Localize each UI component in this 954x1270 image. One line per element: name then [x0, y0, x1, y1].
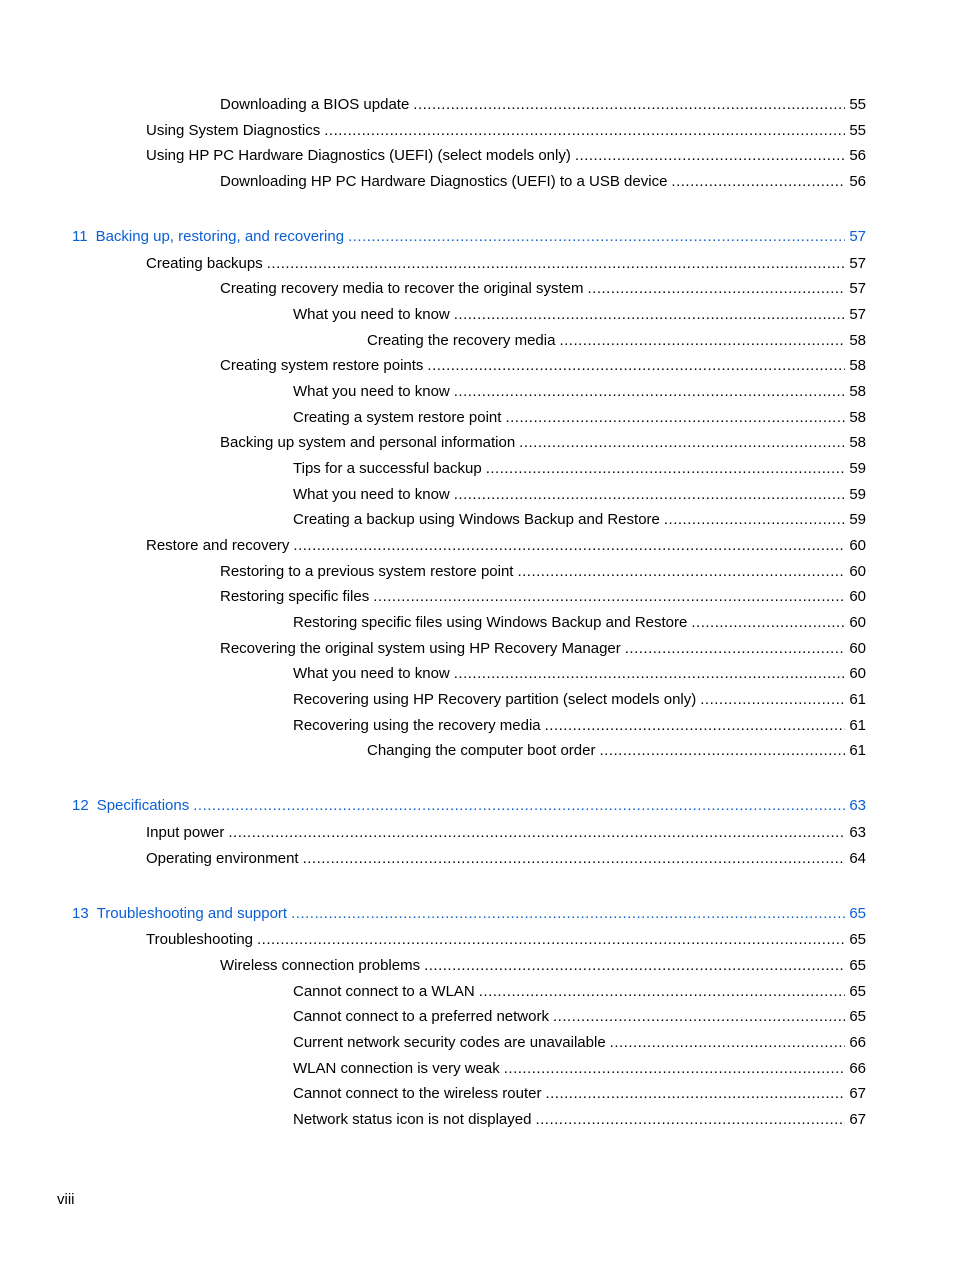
toc-chapter-entry[interactable]	[72, 797, 866, 815]
toc-entry-title	[293, 460, 486, 478]
dot-leader	[454, 665, 846, 683]
dot-leader	[625, 640, 846, 658]
toc-entry-title	[220, 280, 588, 298]
toc-entry-title	[293, 1034, 610, 1052]
toc-entry-title	[293, 1111, 535, 1129]
toc-entry[interactable]	[146, 824, 866, 842]
toc-entry-title	[146, 824, 228, 842]
toc-page-number: 67	[849, 1085, 866, 1102]
toc-entry-text: What you need to know	[293, 665, 450, 682]
toc-entry-text: Current network security codes are unavailable	[293, 1034, 606, 1051]
dot-leader	[610, 1034, 846, 1052]
dot-leader	[413, 96, 845, 114]
dot-leader	[545, 1085, 845, 1103]
toc-entry-text: Tips for a successful backup	[293, 460, 482, 477]
toc-entry-title	[220, 957, 424, 975]
toc-entry-title	[220, 588, 373, 606]
toc-entry[interactable]	[293, 1060, 866, 1078]
dot-leader	[486, 460, 846, 478]
dot-leader	[559, 332, 845, 350]
toc-page-number: 60	[849, 588, 866, 605]
toc-entry[interactable]	[220, 434, 866, 452]
toc-page-number: 61	[849, 742, 866, 759]
toc-entry[interactable]	[293, 1111, 866, 1129]
toc-page-number: 55	[849, 122, 866, 139]
toc-entry-text: Network status icon is not displayed	[293, 1111, 532, 1128]
toc-entry[interactable]	[146, 122, 866, 140]
dot-leader	[257, 931, 845, 949]
toc-page-number: 60	[849, 563, 866, 580]
toc-entry[interactable]	[146, 255, 866, 273]
toc-entry[interactable]	[220, 957, 866, 975]
toc-page-number: 65	[849, 931, 866, 948]
toc-entry[interactable]	[220, 96, 866, 114]
toc-entry-text: Cannot connect to the wireless router	[293, 1085, 542, 1102]
toc-entry-title	[293, 1008, 553, 1026]
toc-entry-text: Changing the computer boot order	[367, 742, 596, 759]
toc-entry-title	[72, 228, 348, 246]
toc-page-number: 57	[849, 306, 866, 323]
dot-leader	[599, 742, 845, 760]
dot-leader	[291, 905, 845, 923]
toc-entry[interactable]	[293, 409, 866, 427]
dot-leader	[424, 957, 845, 975]
toc-entry[interactable]	[293, 460, 866, 478]
dot-leader	[479, 983, 846, 1001]
toc-entry-title	[293, 614, 691, 632]
chapter-number: 13	[72, 905, 89, 922]
dot-leader	[303, 850, 846, 868]
dot-leader	[293, 537, 845, 555]
toc-page-number: 65	[849, 983, 866, 1000]
toc-entry[interactable]	[293, 1085, 866, 1103]
dot-leader	[517, 563, 845, 581]
toc-page-number: 56	[849, 173, 866, 190]
toc-entry-title	[293, 983, 479, 1001]
toc-entry[interactable]	[146, 147, 866, 165]
dot-leader	[700, 691, 845, 709]
toc-entry-text: Recovering using HP Recovery partition (select models only)	[293, 691, 697, 708]
toc-chapter-entry[interactable]	[72, 228, 866, 246]
toc-entry-title	[220, 96, 413, 114]
dot-leader	[267, 255, 846, 273]
toc-entry-title	[293, 383, 454, 401]
toc-entry-text: What you need to know	[293, 383, 450, 400]
toc-entry[interactable]	[293, 665, 866, 683]
toc-entry-title	[367, 742, 599, 760]
toc-page-number: 60	[849, 537, 866, 554]
toc-entry-title	[293, 306, 454, 324]
toc-entry[interactable]	[293, 383, 866, 401]
toc-entry[interactable]	[220, 280, 866, 298]
dot-leader	[454, 486, 846, 504]
toc-entry-text: Recovering using the recovery media	[293, 717, 541, 734]
toc-entry-title	[220, 357, 427, 375]
toc-entry-title	[293, 1060, 504, 1078]
toc-entry-text: Backing up, restoring, and recovering	[95, 228, 345, 245]
chapter-number: 12	[72, 797, 89, 814]
toc-page-number: 59	[849, 460, 866, 477]
toc-entry-title	[220, 563, 517, 581]
toc-entry-title	[220, 640, 625, 658]
toc-entry-text: Cannot connect to a preferred network	[293, 1008, 549, 1025]
toc-entry-title	[220, 173, 671, 191]
toc-entry-title	[146, 255, 267, 273]
toc-entry[interactable]	[367, 332, 866, 350]
dot-leader	[671, 173, 845, 191]
toc-entry-text: Creating backups	[146, 255, 263, 272]
toc-page-number: 61	[849, 691, 866, 708]
toc-page-number: 55	[849, 96, 866, 113]
toc-entry-title	[146, 931, 257, 949]
toc-entry-title	[146, 850, 303, 868]
toc-page-number: 58	[849, 332, 866, 349]
dot-leader	[324, 122, 845, 140]
dot-leader	[545, 717, 846, 735]
toc-entry-title	[146, 122, 324, 140]
toc-entry[interactable]	[293, 614, 866, 632]
dot-leader	[228, 824, 845, 842]
toc-entry[interactable]	[146, 537, 866, 555]
dot-leader	[373, 588, 845, 606]
toc-page-number: 63	[849, 824, 866, 841]
toc-entry[interactable]	[220, 640, 866, 658]
dot-leader	[193, 797, 845, 815]
toc-entry-text: Using System Diagnostics	[146, 122, 321, 139]
toc-page-number: 58	[849, 357, 866, 374]
toc-entry-text: Downloading a BIOS update	[220, 96, 410, 113]
toc-page-number: 66	[849, 1034, 866, 1051]
toc-entry-title	[293, 691, 700, 709]
toc-page-number: 57	[849, 228, 866, 245]
toc-entry-text: Creating a backup using Windows Backup and Restore	[293, 511, 660, 528]
toc-entry-text: Cannot connect to a WLAN	[293, 983, 475, 1000]
toc-entry-text: Specifications	[96, 797, 190, 814]
toc-entry-text: Creating a system restore point	[293, 409, 502, 426]
toc-page-number: 61	[849, 717, 866, 734]
toc-entry-title	[293, 665, 454, 683]
dot-leader	[691, 614, 845, 632]
toc-page-number: 58	[849, 383, 866, 400]
toc-entry[interactable]	[220, 563, 866, 581]
dot-leader	[454, 383, 846, 401]
toc-entry-title	[72, 905, 291, 923]
toc-entry[interactable]	[293, 1008, 866, 1026]
toc-entry-text: Creating system restore points	[220, 357, 424, 374]
toc-entry-text: Troubleshooting and support	[96, 905, 288, 922]
toc-page-number: 57	[849, 280, 866, 297]
toc-page-number: 59	[849, 486, 866, 503]
toc-entry[interactable]	[293, 717, 866, 735]
toc-entry-text: Using HP PC Hardware Diagnostics (UEFI) (select models only)	[146, 147, 571, 164]
toc-entry-title	[72, 797, 193, 815]
dot-leader	[535, 1111, 845, 1129]
toc-chapter-entry[interactable]	[72, 905, 866, 923]
toc-page-number: 65	[849, 1008, 866, 1025]
toc-entry[interactable]	[293, 691, 866, 709]
toc-entry[interactable]	[367, 742, 866, 760]
toc-page-number: 65	[849, 957, 866, 974]
toc-page-number: 58	[849, 434, 866, 451]
toc-page-number: 63	[849, 797, 866, 814]
toc-entry[interactable]	[220, 588, 866, 606]
toc-page-number: 57	[849, 255, 866, 272]
toc-entry-title	[367, 332, 559, 350]
toc-entry-title	[293, 1085, 545, 1103]
toc-entry-text: Troubleshooting	[146, 931, 254, 948]
toc-page-number: 59	[849, 511, 866, 528]
toc-entry-text: Recovering the original system using HP Recovery Manager	[220, 640, 621, 657]
toc-page-number: 67	[849, 1111, 866, 1128]
toc-entry-text: Creating the recovery media	[367, 332, 556, 349]
dot-leader	[664, 511, 845, 529]
toc-entry-text: Downloading HP PC Hardware Diagnostics (UEFI) to a USB device	[220, 173, 668, 190]
toc-entry-text: Backing up system and personal information	[220, 434, 516, 451]
toc-entry[interactable]	[293, 486, 866, 504]
toc-entry-title	[293, 409, 505, 427]
dot-leader	[575, 147, 845, 165]
toc-entry-text: Creating recovery media to recover the original system	[220, 280, 584, 297]
toc-page-number: 66	[849, 1060, 866, 1077]
toc-entry-title	[220, 434, 519, 452]
toc-entry-text: WLAN connection is very weak	[293, 1060, 500, 1077]
toc-entry-text: Restoring to a previous system restore point	[220, 563, 514, 580]
toc-entry[interactable]	[293, 306, 866, 324]
toc-page-number: 65	[849, 905, 866, 922]
toc-entry[interactable]	[146, 850, 866, 868]
toc-page-number: 64	[849, 850, 866, 867]
toc-page-number: 60	[849, 614, 866, 631]
toc-entry[interactable]	[220, 357, 866, 375]
toc-entry-title	[293, 511, 664, 529]
footer-page-number: viii	[57, 1191, 75, 1208]
toc-entry-text: Restoring specific files	[220, 588, 370, 605]
toc-entry-text: What you need to know	[293, 306, 450, 323]
dot-leader	[588, 280, 846, 298]
toc-entry-text: Operating environment	[146, 850, 299, 867]
toc-entry-text: Input power	[146, 824, 225, 841]
toc-entry-title	[293, 486, 454, 504]
dot-leader	[348, 228, 845, 246]
toc-page-number: 58	[849, 409, 866, 426]
toc-page-number: 60	[849, 640, 866, 657]
toc-page-number: 56	[849, 147, 866, 164]
toc-entry-text: Restoring specific files using Windows Backup and Restore	[293, 614, 688, 631]
dot-leader	[504, 1060, 846, 1078]
dot-leader	[454, 306, 846, 324]
toc-entry-title	[146, 537, 293, 555]
dot-leader	[519, 434, 845, 452]
toc-entry-text: What you need to know	[293, 486, 450, 503]
toc-entry[interactable]	[146, 931, 866, 949]
toc-entry[interactable]	[220, 173, 866, 191]
toc-entry[interactable]	[293, 511, 866, 529]
toc-entry-title	[146, 147, 575, 165]
toc-entry-title	[293, 717, 545, 735]
dot-leader	[427, 357, 845, 375]
dot-leader	[553, 1008, 845, 1026]
chapter-number: 11	[72, 228, 88, 245]
dot-leader	[505, 409, 845, 427]
toc-page-number: 60	[849, 665, 866, 682]
toc-entry-text: Wireless connection problems	[220, 957, 421, 974]
toc-entry[interactable]	[293, 1034, 866, 1052]
toc-entry-text: Restore and recovery	[146, 537, 290, 554]
toc-entry[interactable]	[293, 983, 866, 1001]
